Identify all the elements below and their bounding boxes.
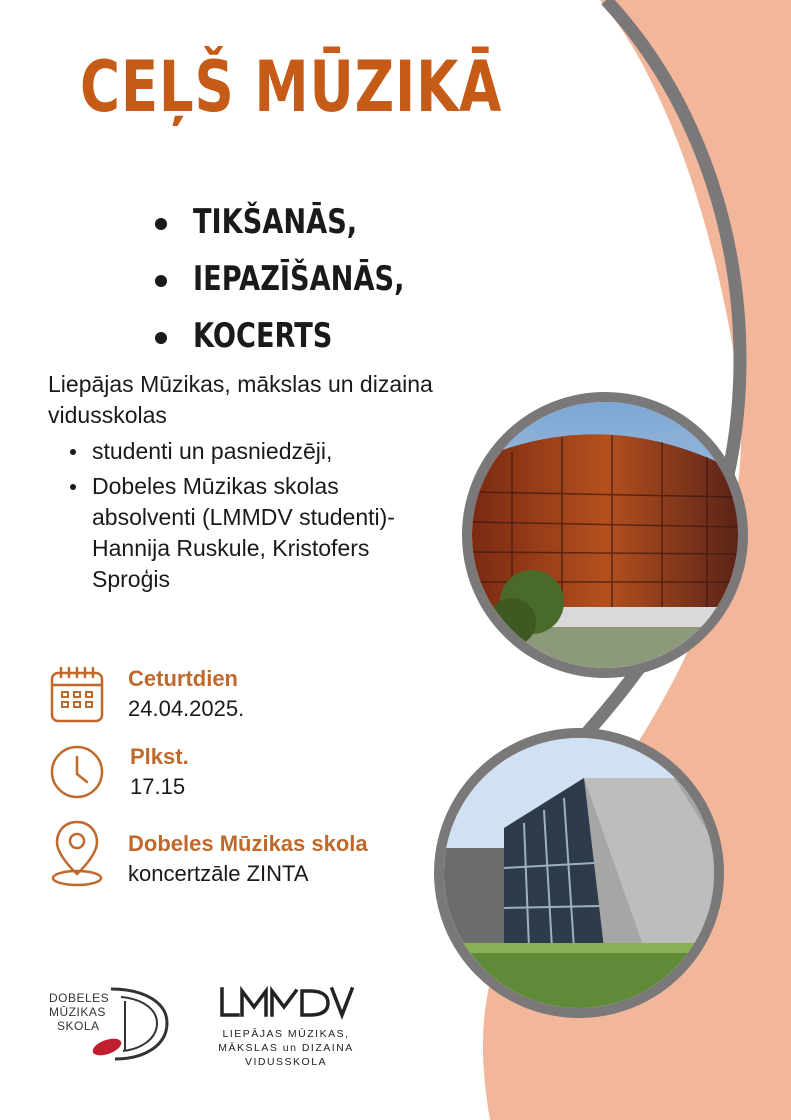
concert-hall-photo bbox=[462, 392, 748, 678]
date-value: 24.04.2025. bbox=[128, 696, 245, 721]
bullet-dot bbox=[155, 332, 167, 344]
location-label: Dobeles Mūzikas skola bbox=[128, 831, 368, 856]
bullet-dot bbox=[155, 275, 167, 287]
page-title: CEĻŠ MŪZIKĀ bbox=[80, 46, 503, 128]
logo-line: LIEPĀJAS MŪZIKAS, bbox=[222, 1028, 350, 1040]
location-pin-icon bbox=[49, 818, 105, 888]
music-school-photo bbox=[434, 728, 724, 1018]
lmmdv-logo bbox=[210, 985, 370, 1075]
highlights-list bbox=[155, 194, 457, 365]
participant-item: Dobeles Mūzikas skolas absolventi (LMMDV studenti)- Hannija Ruskule, Kristofers Sproģis bbox=[70, 471, 430, 595]
bullet-dot bbox=[70, 484, 76, 490]
logo-line: MĀKSLAS un DIZAINA bbox=[218, 1042, 354, 1054]
highlight-item: TIKŠANĀS, bbox=[155, 194, 457, 251]
highlight-item: KOCERTS bbox=[155, 308, 457, 365]
bullet-dot bbox=[155, 218, 167, 230]
date-label: Ceturtdien bbox=[128, 666, 238, 691]
location-value: koncertzāle ZINTA bbox=[128, 861, 309, 886]
participants-list bbox=[70, 436, 430, 599]
dobeles-logo-mark bbox=[85, 985, 175, 1063]
time-info bbox=[130, 742, 189, 802]
time-value: 17.15 bbox=[130, 774, 186, 799]
location-info bbox=[128, 829, 368, 889]
time-label: Plkst. bbox=[130, 744, 189, 769]
highlight-item: IEPAZĪŠANĀS, bbox=[155, 251, 457, 308]
clock-icon bbox=[49, 744, 105, 800]
logo-line: SKOLA bbox=[57, 1019, 100, 1033]
lmmdv-logo-mark bbox=[218, 985, 358, 1021]
participant-item: studenti un pasniedzēji, bbox=[70, 436, 430, 467]
logo-line: VIDUSSKOLA bbox=[244, 1056, 328, 1068]
calendar-icon bbox=[49, 666, 105, 724]
bullet-dot bbox=[70, 449, 76, 455]
logo-line: DOBELES bbox=[49, 991, 110, 1005]
dobeles-logo bbox=[45, 985, 175, 1065]
logo-line: MŪZIKAS bbox=[49, 1005, 106, 1019]
intro-text: Liepājas Mūzikas, mākslas un dizaina vidusskolas bbox=[48, 371, 433, 428]
date-info bbox=[128, 664, 244, 724]
